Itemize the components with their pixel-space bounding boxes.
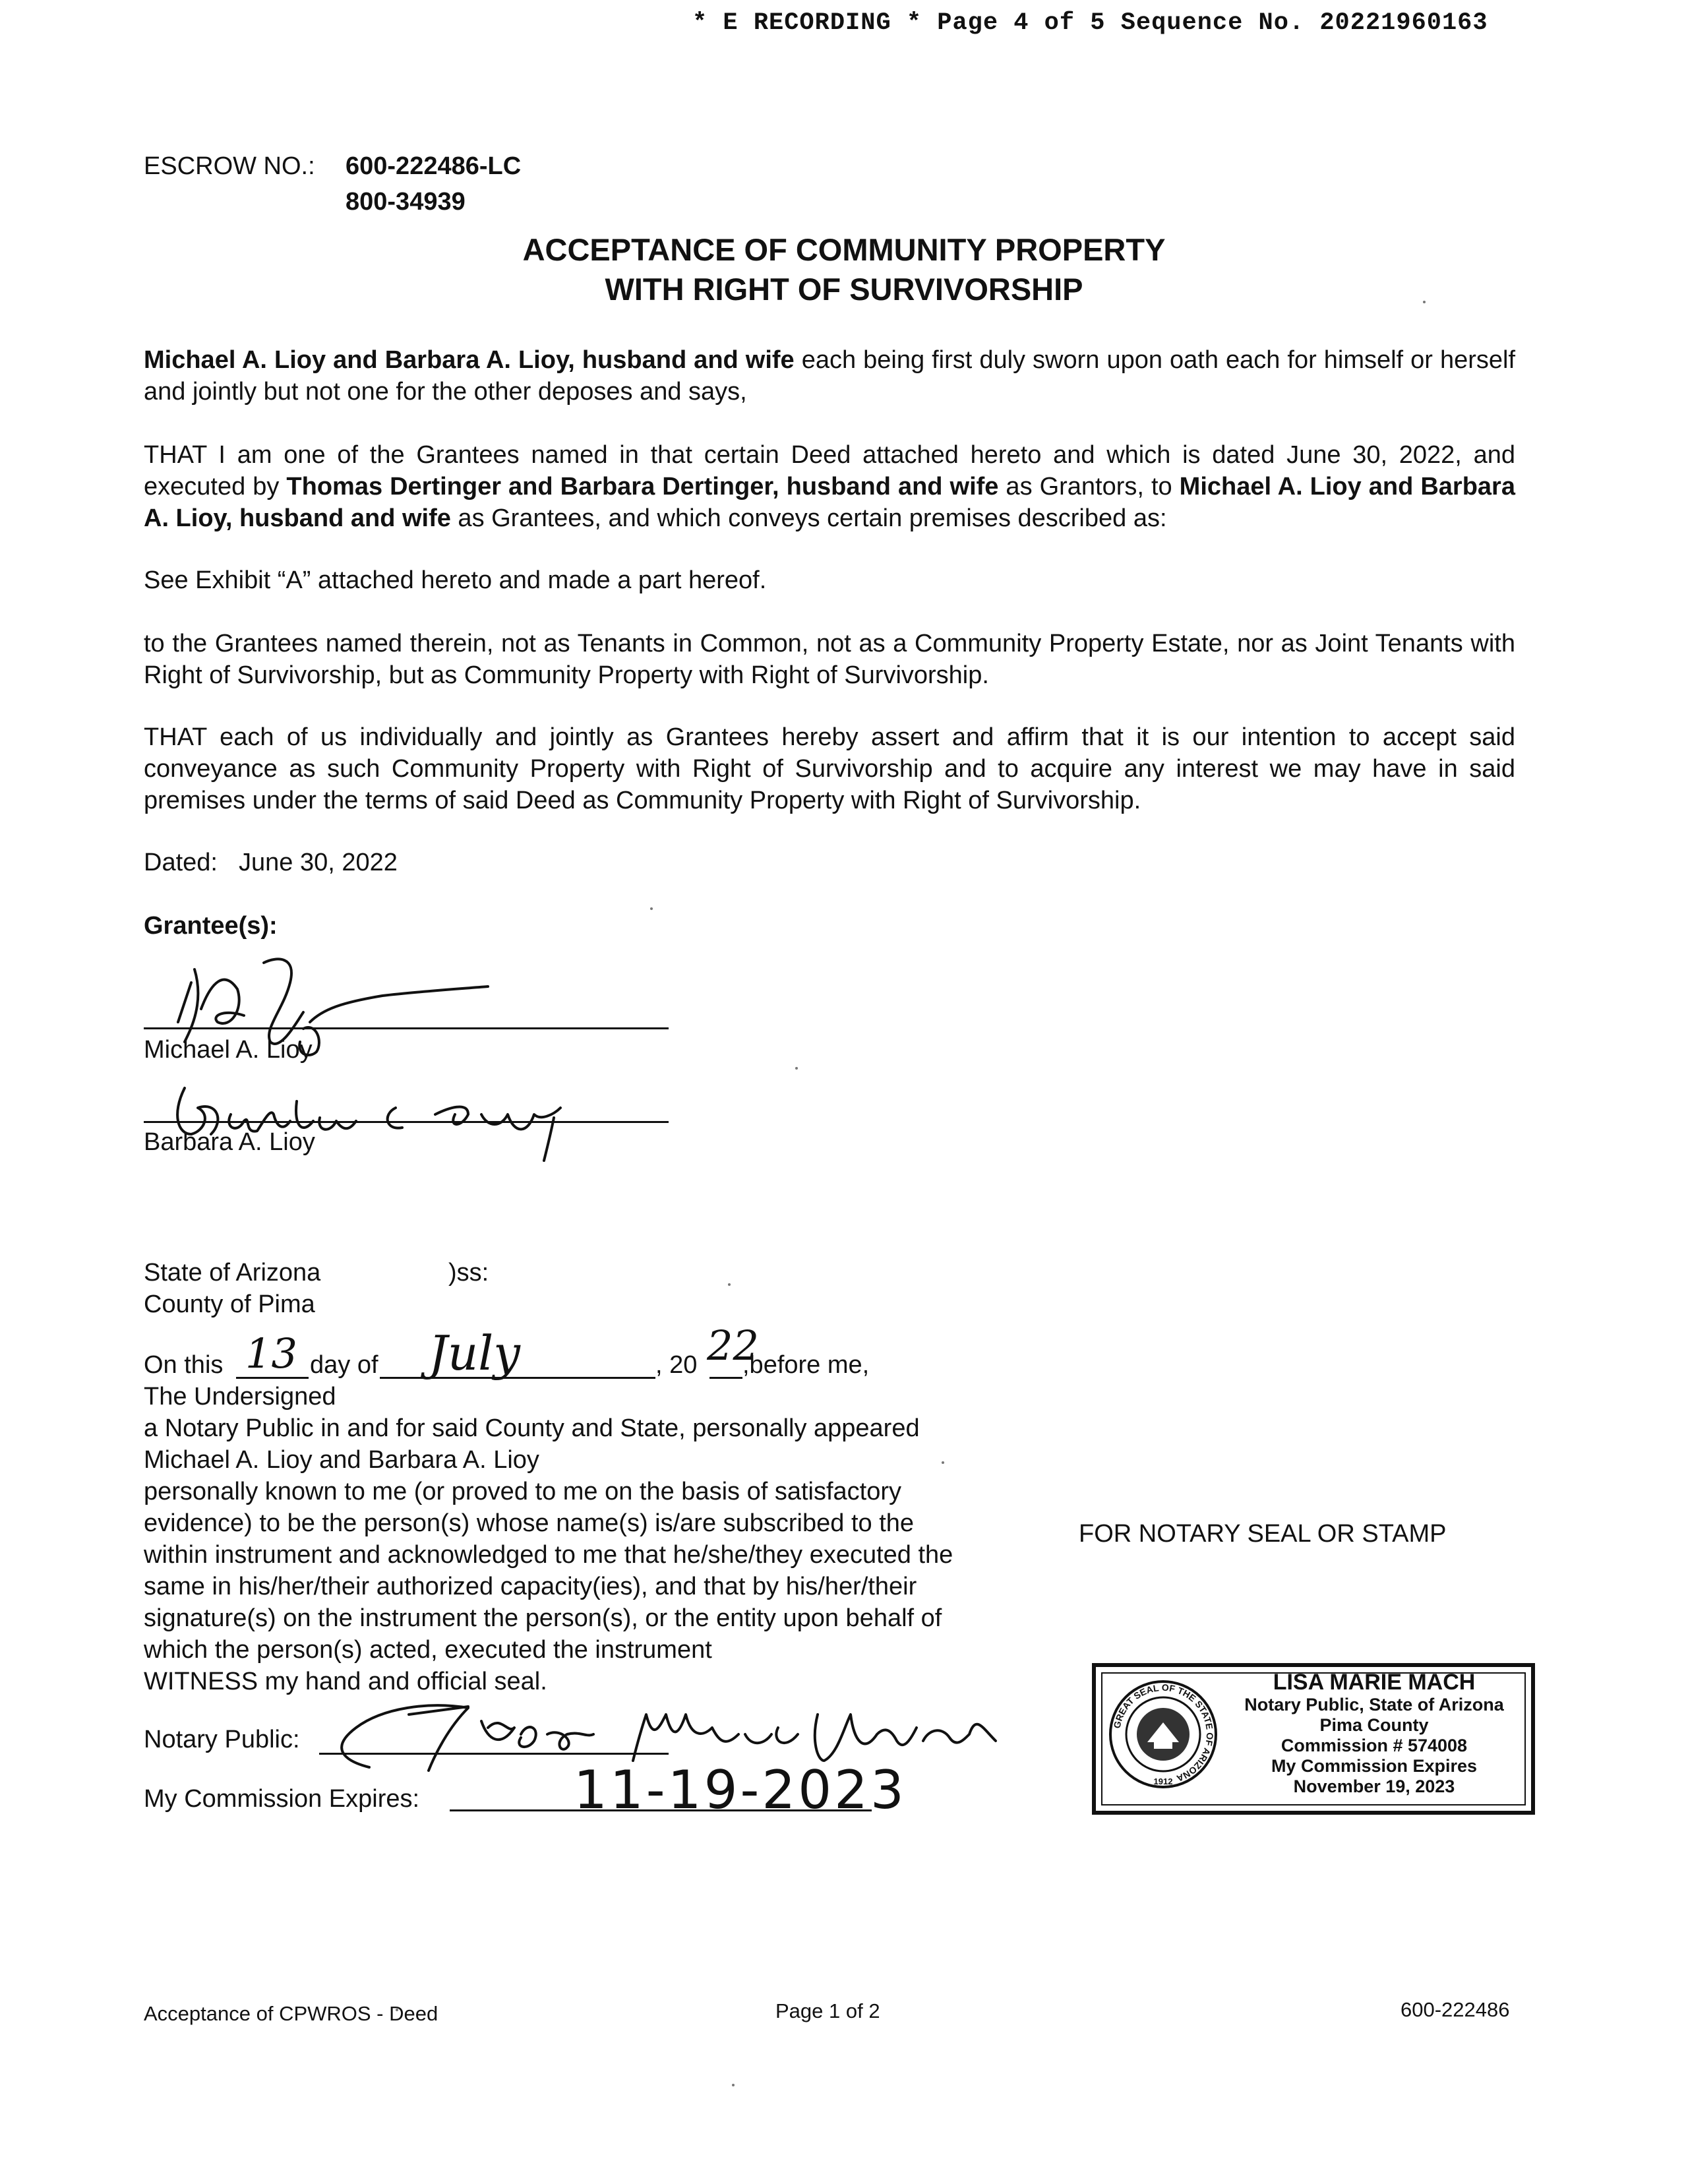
stamp-line-5: November 19, 2023 (1293, 1776, 1455, 1796)
before-me-label: ,before me, (742, 1351, 870, 1379)
witness-line: WITNESS my hand and official seal. (144, 1668, 547, 1695)
notary-body-line-5: within instrument and acknowledged to me that he/she/they executed the (144, 1541, 953, 1569)
scan-speck (732, 2084, 735, 2086)
document-title-line2: WITH RIGHT OF SURVIVORSHIP (605, 272, 1083, 307)
stamp-line-1: Notary Public, State of Arizona (1244, 1695, 1504, 1714)
dated-label: Dated: (144, 849, 218, 876)
escrow-label: ESCROW NO.: (144, 152, 315, 180)
seal-label: FOR NOTARY SEAL OR STAMP (1079, 1520, 1447, 1548)
arizona-seal-icon (1108, 1679, 1219, 1790)
notary-body-line-6: same in his/her/their authorized capacity(ies), and that by his/her/their (144, 1573, 917, 1600)
notary-body-line-4: evidence) to be the person(s) whose name(s) is/are subscribed to the (144, 1509, 915, 1537)
paragraph-tenancy: to the Grantees named therein, not as Tenants in Common, not as a Community Property Estate, nor as Joint Tenants with Right of Survivorship, but as Community Property with Right of Survivorship. (144, 630, 1515, 689)
venue-state: State of Arizona (144, 1259, 321, 1287)
scan-speck (942, 1461, 944, 1464)
recording-header: * E RECORDING * Page 4 of 5 Sequence No. 20221960163 (692, 9, 1488, 37)
grantee-1-name: Michael A. Lioy (144, 1036, 313, 1064)
footer-page-number: Page 1 of 2 (775, 1999, 880, 2022)
stamp-line-4: My Commission Expires (1271, 1756, 1478, 1776)
escrow-number-2: 800-34939 (346, 188, 466, 216)
deponents-text: each being first duly sworn upon oath each for himself or herself and jointly but not one for the other deposes and says, (144, 346, 1515, 406)
commission-expires-label: My Commission Expires: (144, 1785, 420, 1813)
scan-speck (728, 1283, 731, 1286)
seal-ring-text: GREAT SEAL OF THE STATE OF ARIZONA (1111, 1682, 1216, 1784)
paragraph-grantees (144, 439, 1515, 534)
year-handwritten: 22 (707, 1321, 759, 1370)
paragraph-deponents (144, 344, 1515, 408)
notary-body-line-7: signature(s) on the instrument the person(s), or the entity upon behalf of (144, 1604, 942, 1632)
stamp-line-2: Pima County (1319, 1715, 1429, 1735)
seal-year: 1912 (1153, 1776, 1173, 1786)
notary-body-line-2: Michael A. Lioy and Barbara A. Lioy (144, 1446, 539, 1474)
day-of-label: day of (310, 1351, 378, 1379)
undersigned-label: The Undersigned (144, 1383, 336, 1410)
grantors-names: Thomas Dertinger and Barbara Dertinger, husband and wife (286, 473, 999, 501)
venue-county: County of Pima (144, 1290, 315, 1318)
notary-stamp (1092, 1663, 1535, 1815)
paragraph-affirmation: THAT each of us individually and jointly as Grantees hereby assert and affirm that it is our intention to accept said conveyance as such Community Property with Right of Survivorship and to acquire any interest we may have in said premises under the terms of said Deed as Community Property with Right of Survivorship. (144, 723, 1515, 814)
month-handwritten: July (429, 1325, 520, 1381)
notary-public-label: Notary Public: (144, 1726, 300, 1753)
dated-value: June 30, 2022 (239, 849, 398, 876)
stamp-notary-name: LISA MARIE MACH (1273, 1670, 1476, 1695)
venue-ss: )ss: (448, 1259, 489, 1287)
year-blank-line (709, 1377, 742, 1379)
deponents-names: Michael A. Lioy and Barbara A. Lioy, husband and wife (144, 346, 795, 374)
notary-stamp-text (1221, 1670, 1527, 1797)
commission-handwritten: 11-19-2023 (574, 1759, 907, 1821)
scan-speck (650, 907, 653, 910)
notary-body-line-3: personally known to me (or proved to me on the basis of satisfactory (144, 1478, 901, 1505)
grantees-names: Michael A. Lioy and Barbara A. Lioy, husband and wife (144, 473, 1515, 532)
notary-body-line-1: a Notary Public in and for said County and State, personally appeared (144, 1414, 920, 1442)
on-this-label: On this (144, 1351, 224, 1379)
scan-speck (795, 1067, 798, 1070)
footer-left: Acceptance of CPWROS - Deed (144, 2002, 438, 2025)
deed-text-c: as Grantees, and which conveys certain premises described as: (450, 504, 1167, 532)
paragraph-exhibit: See Exhibit “A” attached hereto and made a part hereof. (144, 566, 767, 594)
escrow-number-1: 600-222486-LC (346, 152, 522, 180)
scan-speck (1423, 301, 1426, 303)
document-title-line1: ACCEPTANCE OF COMMUNITY PROPERTY (522, 232, 1166, 267)
year-prefix: , 20 (655, 1351, 698, 1379)
stamp-line-3: Commission # 574008 (1281, 1736, 1468, 1755)
deed-text-a: THAT I am one of the Grantees named in that certain Deed attached hereto and which is dated June 30, 2022, and executed by (144, 441, 1515, 501)
footer-right: 600-222486 (1401, 1998, 1510, 2021)
grantee-2-name: Barbara A. Lioy (144, 1128, 315, 1156)
day-handwritten: 13 (245, 1329, 297, 1378)
grantees-heading: Grantee(s): (144, 912, 278, 940)
deed-text-b: as Grantors, to (998, 473, 1180, 501)
notary-body-line-8: which the person(s) acted, executed the instrument (144, 1636, 712, 1664)
